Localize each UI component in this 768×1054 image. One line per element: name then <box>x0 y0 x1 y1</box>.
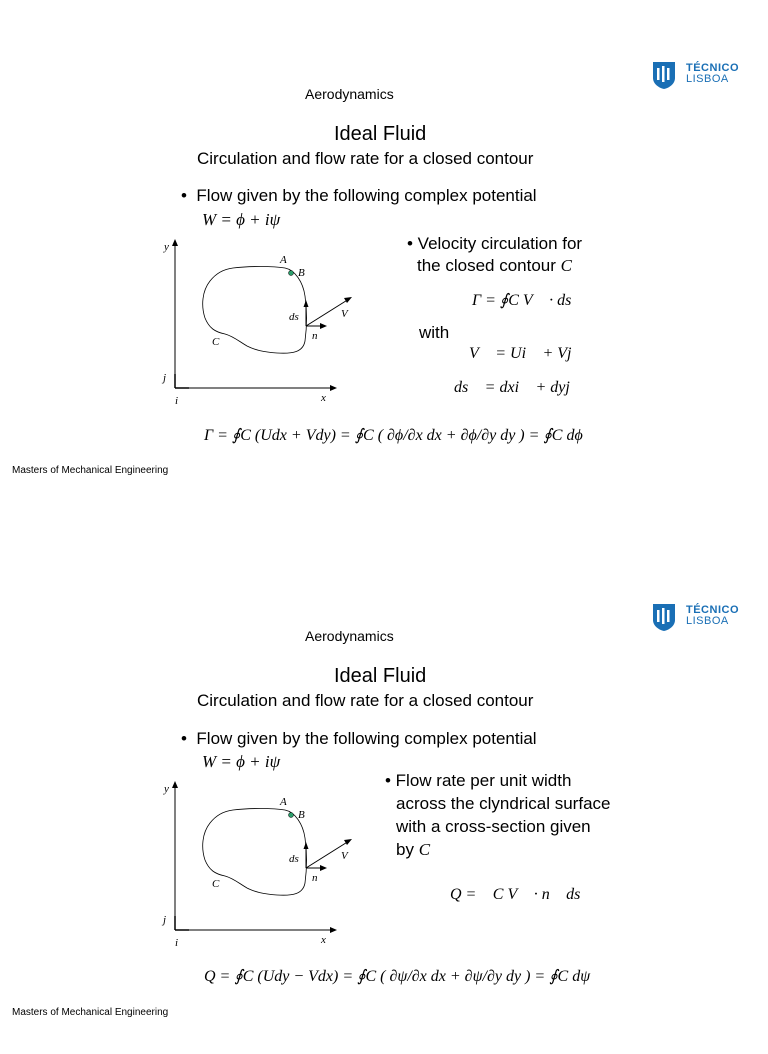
slide-subtitle: Circulation and flow rate for a closed contour <box>197 691 534 710</box>
potential-equation: W = ϕ + iψ <box>202 752 281 771</box>
slide-title: Ideal Fluid <box>334 665 427 687</box>
logo-line1: TÉCNICO <box>686 62 739 74</box>
ds-equation: ds⃗ = dxi⃗ + dyj⃗ <box>454 379 583 396</box>
v-vector-label: V⃗ <box>341 850 357 862</box>
course-label: Aerodynamics <box>305 628 394 644</box>
logo-line1: TÉCNICO <box>686 604 739 616</box>
contour-symbol: C <box>560 256 572 275</box>
bullet-circulation-line2: the closed contour <box>417 256 556 275</box>
tecnico-logo <box>651 602 743 634</box>
x-axis-label: x <box>321 934 326 946</box>
bullet-circulation-line1: • Velocity circulation for <box>407 234 583 253</box>
slide-subtitle: Circulation and flow rate for a closed contour <box>197 149 534 168</box>
with-label: with <box>419 323 450 342</box>
bullet-flowrate-line1: • Flow rate per unit width <box>385 771 572 790</box>
n-vector-label: n⃗ <box>312 872 327 884</box>
bullet-potential-text: Flow given by the following complex potential <box>196 729 537 748</box>
main-equation: Q = ∮C (Udy − Vdx) = ∮C ( ∂ψ/∂x dx + ∂ψ/∂y dy ) = ∮C dψ <box>204 968 591 985</box>
contour-diagram <box>155 236 370 411</box>
slide-1 <box>0 0 768 512</box>
bullet-flowrate-line4: by <box>396 840 414 859</box>
footer-label: Masters of Mechanical Engineering <box>12 1007 169 1018</box>
bullet-potential: • Flow given by the following complex potential <box>181 186 537 205</box>
flowrate-equation: Q = ∮C V⃗ · n⃗ ds <box>450 886 581 903</box>
i-unit-label: i⃗ <box>175 937 187 949</box>
bullet-flowrate-l2 <box>396 793 610 815</box>
shield-icon <box>651 602 681 632</box>
footer-label: Masters of Mechanical Engineering <box>12 465 169 476</box>
bullet-flowrate-l1 <box>385 770 571 792</box>
point-b-label: B <box>298 809 305 821</box>
gamma-equation: Γ = ∮C V⃗ · ds⃗ <box>472 292 584 309</box>
slide-2 <box>0 542 768 1054</box>
bullet-potential-text: Flow given by the following complex potential <box>196 186 537 205</box>
point-a-label: A <box>280 254 287 266</box>
contour-diagram <box>155 778 370 953</box>
point-a-label: A <box>280 796 287 808</box>
tecnico-logo <box>651 60 743 92</box>
course-label: Aerodynamics <box>305 86 394 102</box>
i-unit-label: i⃗ <box>175 395 187 407</box>
y-axis-label: y <box>164 783 169 795</box>
logo-line2: LISBOA <box>686 73 729 85</box>
j-unit-label: j⃗ <box>163 914 175 926</box>
contour-symbol: C <box>418 840 431 859</box>
potential-equation: W = ϕ + iψ <box>202 210 281 229</box>
logo-line2: LISBOA <box>686 615 729 627</box>
bullet-flowrate-l4 <box>396 839 430 861</box>
ds-vector-label: ds⃗ <box>289 853 308 865</box>
slide-title: Ideal Fluid <box>334 123 427 145</box>
bullet-potential: • Flow given by the following complex potential <box>181 729 537 748</box>
bullet-circulation-l2 <box>417 255 572 277</box>
bullet-circulation <box>407 233 582 255</box>
contour-c-label: C <box>212 336 220 348</box>
x-axis-label: x <box>321 392 326 404</box>
bullet-flowrate-l3 <box>396 816 591 838</box>
ds-vector-label: ds⃗ <box>289 311 308 323</box>
point-b-label: B <box>298 267 305 279</box>
main-equation: Γ = ∮C (Udx + Vdy) = ∮C ( ∂ϕ/∂x dx + ∂ϕ/∂y dy ) = ∮C dϕ <box>204 427 583 444</box>
n-vector-label: n⃗ <box>312 330 327 342</box>
v-vector-label: V⃗ <box>341 308 357 320</box>
contour-c-label: C <box>212 878 220 890</box>
y-axis-label: y <box>164 241 169 253</box>
velocity-equation: V⃗ = Ui⃗ + Vj⃗ <box>469 345 584 362</box>
bullet-flowrate-line3: with a cross-section given <box>396 817 591 836</box>
bullet-flowrate-line2: across the clyndrical surface <box>396 794 611 813</box>
j-unit-label: j⃗ <box>163 372 175 384</box>
shield-icon <box>651 60 681 90</box>
